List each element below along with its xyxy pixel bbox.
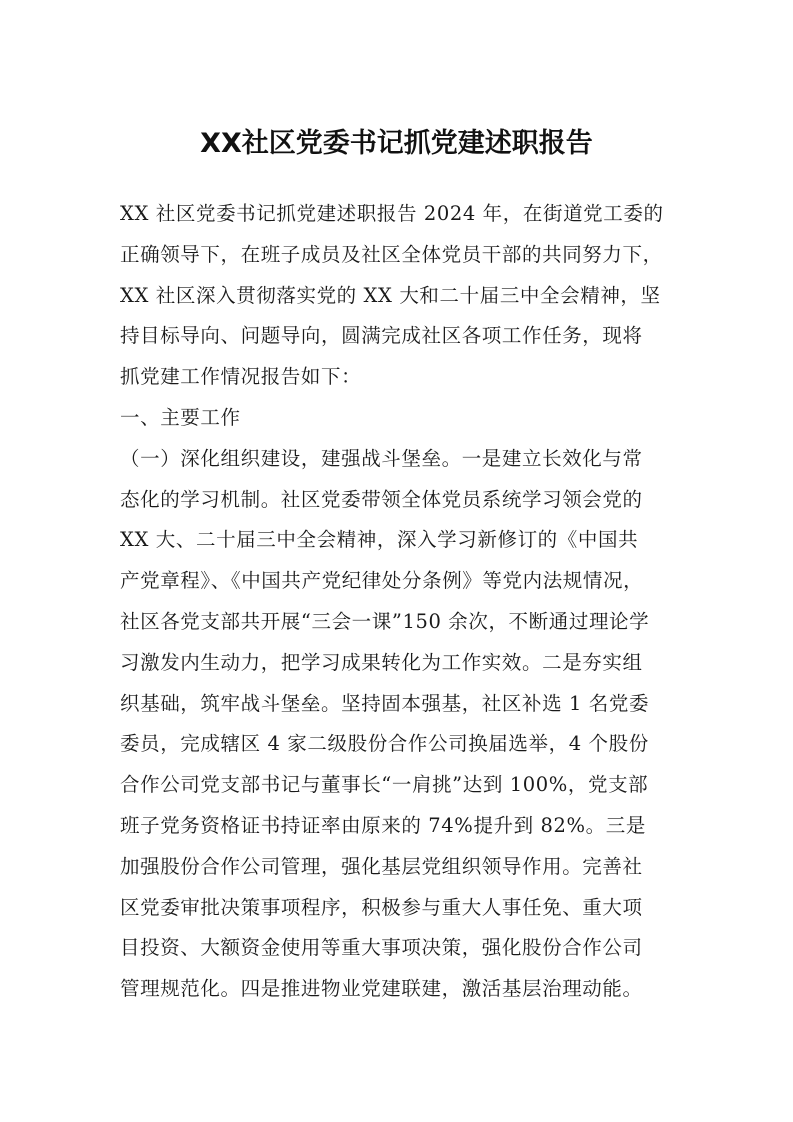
body-line: 委员，完成辖区 4 家二级股份合作公司换届选举，4 个股份 (120, 732, 649, 756)
body-line: XX 社区党委书记抓党建述职报告 2024 年，在街道党工委的 (120, 202, 664, 225)
body-line: 态化的学习机制。社区党委带领全体党员系统学习领会党的 (120, 487, 643, 511)
body-line: 正确领导下，在班子成员及社区全体党员干部的共同努力下， (120, 242, 663, 266)
body-line: 区党委审批决策事项程序，积极参与重大人事任免、重大项 (120, 895, 643, 919)
body-line: 社区各党支部共开展“三会一课”150 余次，不断通过理论学 (120, 609, 650, 633)
body-line: （一）深化组织建设，建强战斗堡垒。一是建立长效化与常 (120, 446, 643, 470)
body-line: 合作公司党支部书记与董事长“一肩挑”达到 100%，党支部 (120, 773, 649, 797)
document-title: XX社区党委书记抓党建述职报告 (200, 128, 593, 159)
body-line: 管理规范化。四是推进物业党建联建，激活基层治理动能。 (120, 977, 643, 1001)
body-line: 加强股份合作公司管理，强化基层党组织领导作用。完善社 (120, 854, 643, 878)
body-line: 目投资、大额资金使用等重大事项决策，强化股份合作公司 (120, 936, 643, 960)
body-line: XX 大、二十届三中全会精神，深入学习新修订的《中国共 (120, 528, 639, 552)
body-line: 持目标导向、问题导向，圆满完成社区各项工作任务，现将 (120, 324, 643, 348)
body-line: XX 社区深入贯彻落实党的 XX 大和二十届三中全会精神，坚 (120, 283, 661, 307)
body-line: 织基础，筑牢战斗堡垒。坚持固本强基，社区补选 1 名党委 (120, 691, 650, 715)
body-line: 抓党建工作情况报告如下： (120, 365, 362, 389)
body-line: 习激发内生动力，把学习成果转化为工作实效。二是夯实组 (120, 650, 643, 674)
document-body (120, 194, 680, 1010)
section-heading: 一、主要工作 (120, 405, 241, 429)
body-line: 产党章程》、《中国共产党纪律处分条例》等党内法规情况， (120, 569, 644, 593)
body-line: 班子党务资格证书持证率由原来的 74%提升到 82%。三是 (120, 813, 646, 837)
